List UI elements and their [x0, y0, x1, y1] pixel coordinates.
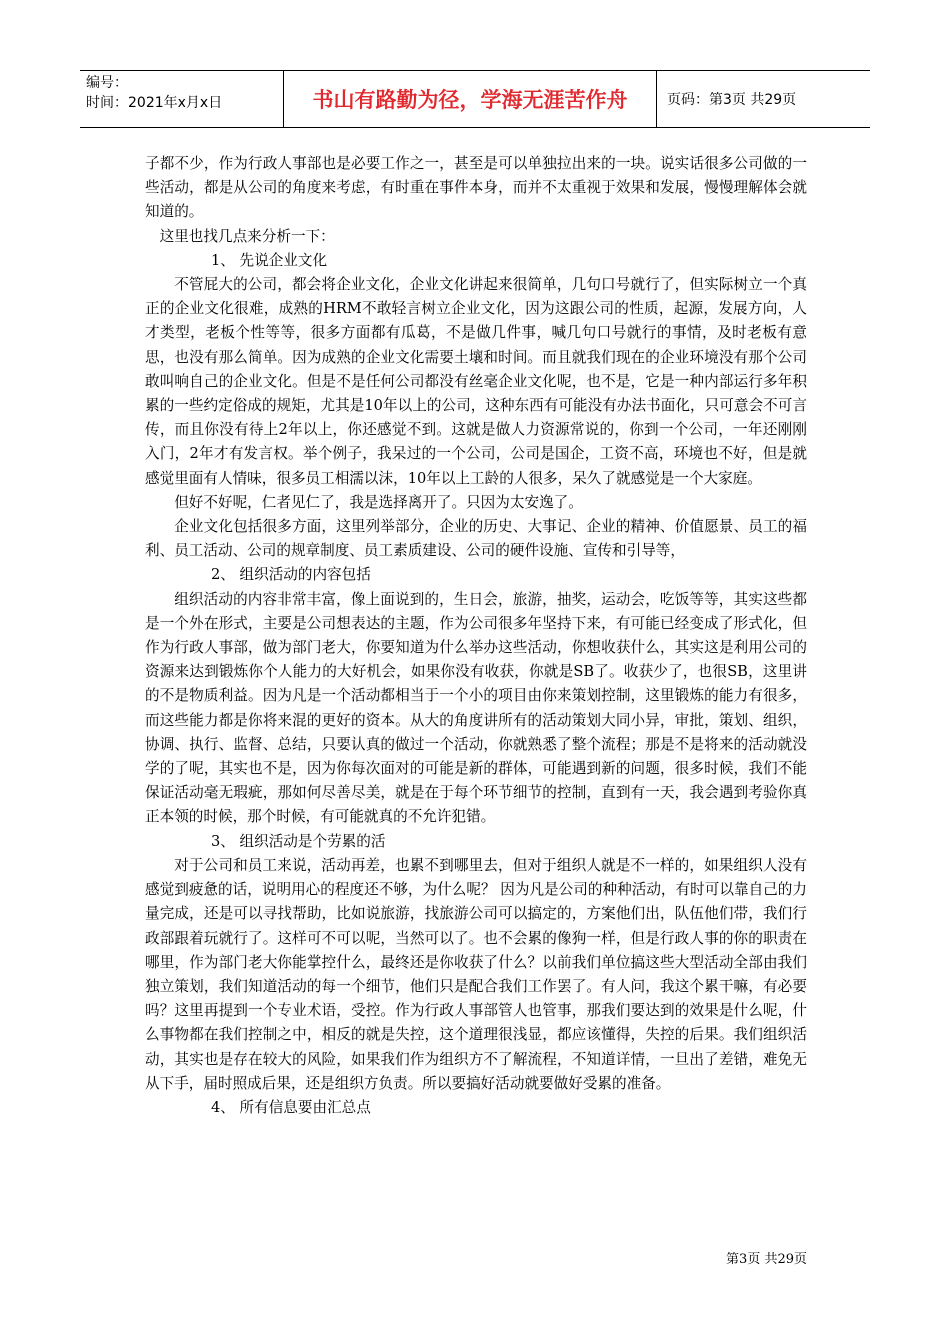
document-body [145, 152, 807, 1120]
document-date-label: 时间：2021年x月x日 [86, 95, 223, 111]
header-meta [80, 71, 283, 127]
page-header [80, 70, 870, 128]
document-number-label: 编号： [86, 75, 128, 91]
page-footer: 第3页 共29页 [726, 1252, 807, 1267]
body-paragraph: 企业文化包括很多方面，这里列举部分，企业的历史、大事记、企业的精神、价值愿景、员工的福利、员工活动、公司的规章制度、员工素质建设、公司的硬件设施、宣传和引导等， [145, 518, 807, 560]
section-heading: 3、 组织活动是个劳累的活 [211, 832, 386, 850]
body-paragraph: 子都不少，作为行政人事部也是必要工作之一，甚至是可以单独拉出来的一块。说实话很多公司做的一些活动，都是从公司的角度来考虑，有时重在事件本身，而并不太重视于效果和发展，慢慢理解体会就知道的。 [145, 155, 807, 221]
body-paragraph: 但好不好呢，仁者见仁了，我是选择离开了。只因为太安逸了。 [174, 493, 583, 511]
header-page-number: 页码：第3页 共29页 [667, 92, 797, 108]
section-heading: 2、 组织活动的内容包括 [211, 566, 371, 584]
section-heading: 1、 先说企业文化 [211, 251, 328, 269]
body-paragraph: 对于公司和员工来说，活动再差，也累不到哪里去，但对于组织人就是不一样的，如果组织人没有感觉到疲惫的话，说明用心的程度还不够，为什么呢？ 因为凡是公司的种种活动，有时可以靠自己的力量完成，还是可以寻找帮助，比如说旅游，找旅游公司可以搞定的，方案他们出，队伍他们带，我们行政部跟着玩就行了。这样可不可以呢，当然可以了。也不会累的像狗一样，但是行政人事的你的职责在哪里，作为部门老大你能掌控什么，最终还是你收获了什么？以前我们单位搞这些大型活动全部由我们独立策划，我们知道活动的每一个细节，他们只是配合我们工作罢了。有人问，我这个累干嘛，有必要吗？这里再提到一个专业术语，受控。作为行政人事部管人也管事，那我们要达到的效果是什么呢，什么事物都在我们控制之中，相反的就是失控，这个道理很浅显，都应该懂得，失控的后果。我们组织活动，其实也是存在较大的风险，如果我们作为组织方不了解流程，不知道详情，一旦出了差错，难免无从下手，届时照成后果，还是组织方负责。所以要搞好活动就要做好受累的准备。 [145, 856, 807, 1092]
body-paragraph: 不管屁大的公司，都会将企业文化，企业文化讲起来很简单，几句口号就行了，但实际树立一个真正的企业文化很难，成熟的HRM不敢轻言树立企业文化，因为这跟公司的性质，起源，发展方向，人才类型，老板个性等等，很多方面都有瓜葛，不是做几件事，喊几句口号就行的事情，及时老板有意思，也没有那么简单。因为成熟的企业文化需要土壤和时间。而且就我们现在的企业环境没有那个公司敢叫响自己的企业文化。但是不是任何公司都没有丝毫企业文化呢，也不是，它是一种内部运行多年积累的一些约定俗成的规矩，尤其是10年以上的公司，这种东西有可能没有办法书面化，只可意会不可言传，而且你没有待上2年以上，你还感觉不到。这就是做人力资源常说的，你到一个公司，一年还刚刚入门，2年才有发言权。举个例子，我呆过的一个公司，公司是国企，工资不高，环境也不好，但是就感觉里面有人情味，很多员工相濡以沫，10年以上工龄的人很多，呆久了就感觉是一个大家庭。 [145, 276, 807, 487]
body-paragraph: 这里也找几点来分析一下： [159, 227, 335, 245]
header-motto: 书山有路勤为径，学海无涯苦作舟 [283, 71, 657, 127]
body-paragraph: 组织活动的内容非常丰富，像上面说到的，生日会，旅游，抽奖，运动会，吃饭等等，其实这些都是一个外在形式，主要是公司想表达的主题，作为公司很多年坚持下来，有可能已经变成了形式化，但作为行政人事部，做为部门老大，你要知道为什么举办这些活动，你想收获什么，其实这是利用公司的资源来达到锻炼你个人能力的大好机会，如果你没有收获，你就是SB了。收获少了，也很SB，这里讲的不是物质利益。因为凡是一个活动都相当于一个小的项目由你来策划控制，这里锻炼的能力有很多，而这些能力都是你将来混的更好的资本。从大的角度讲所有的活动策划大同小异，审批，策划、组织，协调、执行、监督、总结，只要认真的做过一个活动，你就熟悉了整个流程；那是不是将来的活动就没学的了呢，其实也不是，因为你每次面对的可能是新的群体，可能遇到新的问题，很多时候，我们不能保证活动毫无瑕疵，那如何尽善尽美，就是在于每个环节细节的控制，直到有一天，我会遇到考验你真正本领的时候，那个时候，有可能就真的不允许犯错。 [145, 590, 807, 826]
section-heading: 4、 所有信息要由汇总点 [211, 1098, 371, 1116]
